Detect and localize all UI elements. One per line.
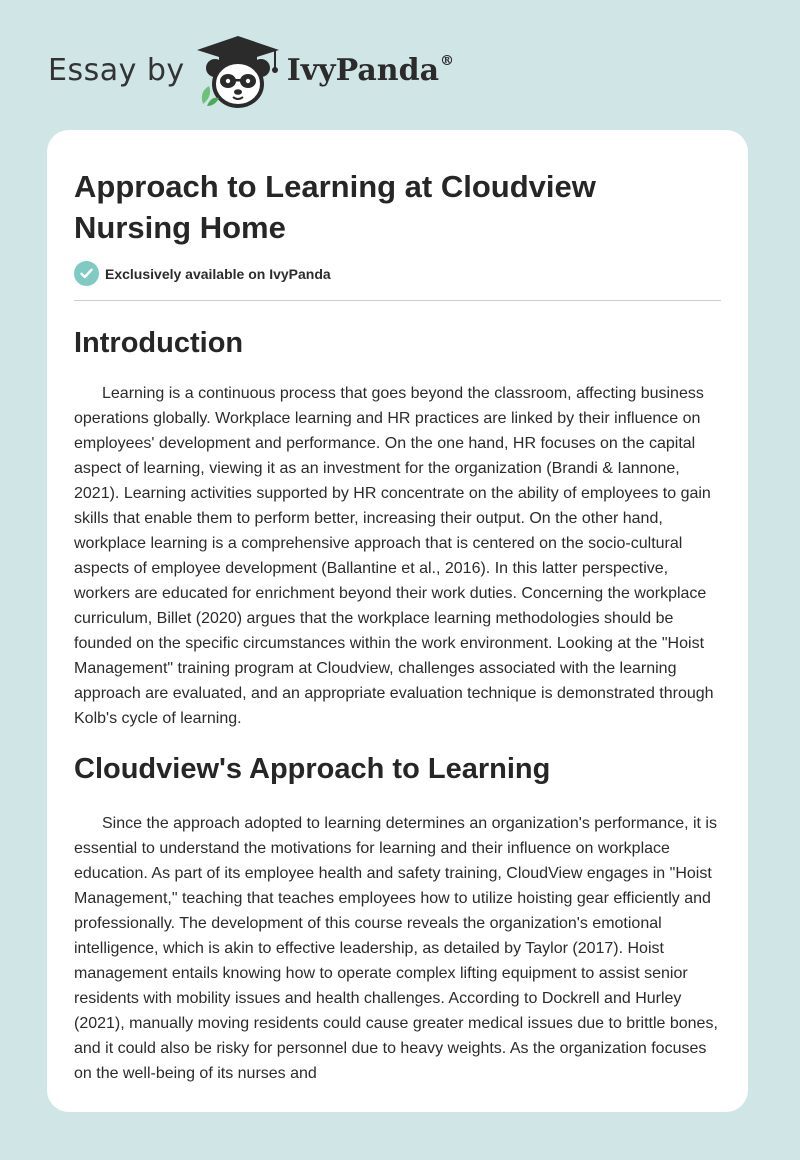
registered-mark: ® [440,52,455,69]
panda-graduate-logo-icon[interactable] [193,30,283,110]
exclusive-label: Exclusively available on IvyPanda [105,265,331,282]
brand-header [48,30,454,110]
section-heading-introduction: Introduction [74,327,244,359]
exclusive-badge [74,261,721,286]
brand-name: IvyPanda® [286,52,455,88]
article-card [47,130,748,1112]
check-icon [74,261,99,286]
divider [74,300,721,301]
section-paragraph-introduction: Learning is a continuous process that goes beyond the classroom, affecting business operations globally. Workplace learning and HR practices are linked by their influence on employees' development and performance. On the one hand, HR focuses on the capital aspect of learning, viewing it as an investment for the organization (Brandi & Iannone, 2021). Learning activities supported by HR concentrate on the ability of employees to gain skills that enable them to perform better, increasing their output. On the other hand, workplace learning is a comprehensive approach that is centered on the socio-cultural aspects of employee development (Ballantine et al., 2016). In this latter perspective, workers are educated for enrichment beyond their work duties. Concerning the workplace curriculum, Billet (2020) argues that the workplace learning methodologies should be founded on the specific circumstances within the work environment. Looking at the "Hoist Management" training program at Cloudview, challenges associated with the learning approach are evaluated, and an appropriate evaluation technique is demonstrated through Kolb's cycle of learning. [74,385,714,727]
section-paragraph-approach: Since the approach adopted to learning determines an organization's performance, it is essential to understand the motivations for learning and their influence on workplace education. As part of its employee health and safety training, CloudView engages in "Hoist Management," teaching that teaches employees how to utilize hoisting gear efficiently and professionally. The development of this course reveals the organization's emotional intelligence, which is akin to effective leadership, as detailed by Taylor (2017). Hoist management entails knowing how to operate complex lifting equipment to assist senior residents with mobility issues and health challenges. According to Dockrell and Hurley (2021), manually moving residents could cause greater medical issues due to brittle bones, and it could also be risky for personnel due to heavy weights. As the organization focuses on the well-being of its nurses and [74,815,718,1082]
section-heading-approach: Cloudview's Approach to Learning [74,753,551,785]
page-title: Approach to Learning at Cloudview Nursing Home [74,169,596,245]
brand-prefix: Essay by [48,52,185,88]
